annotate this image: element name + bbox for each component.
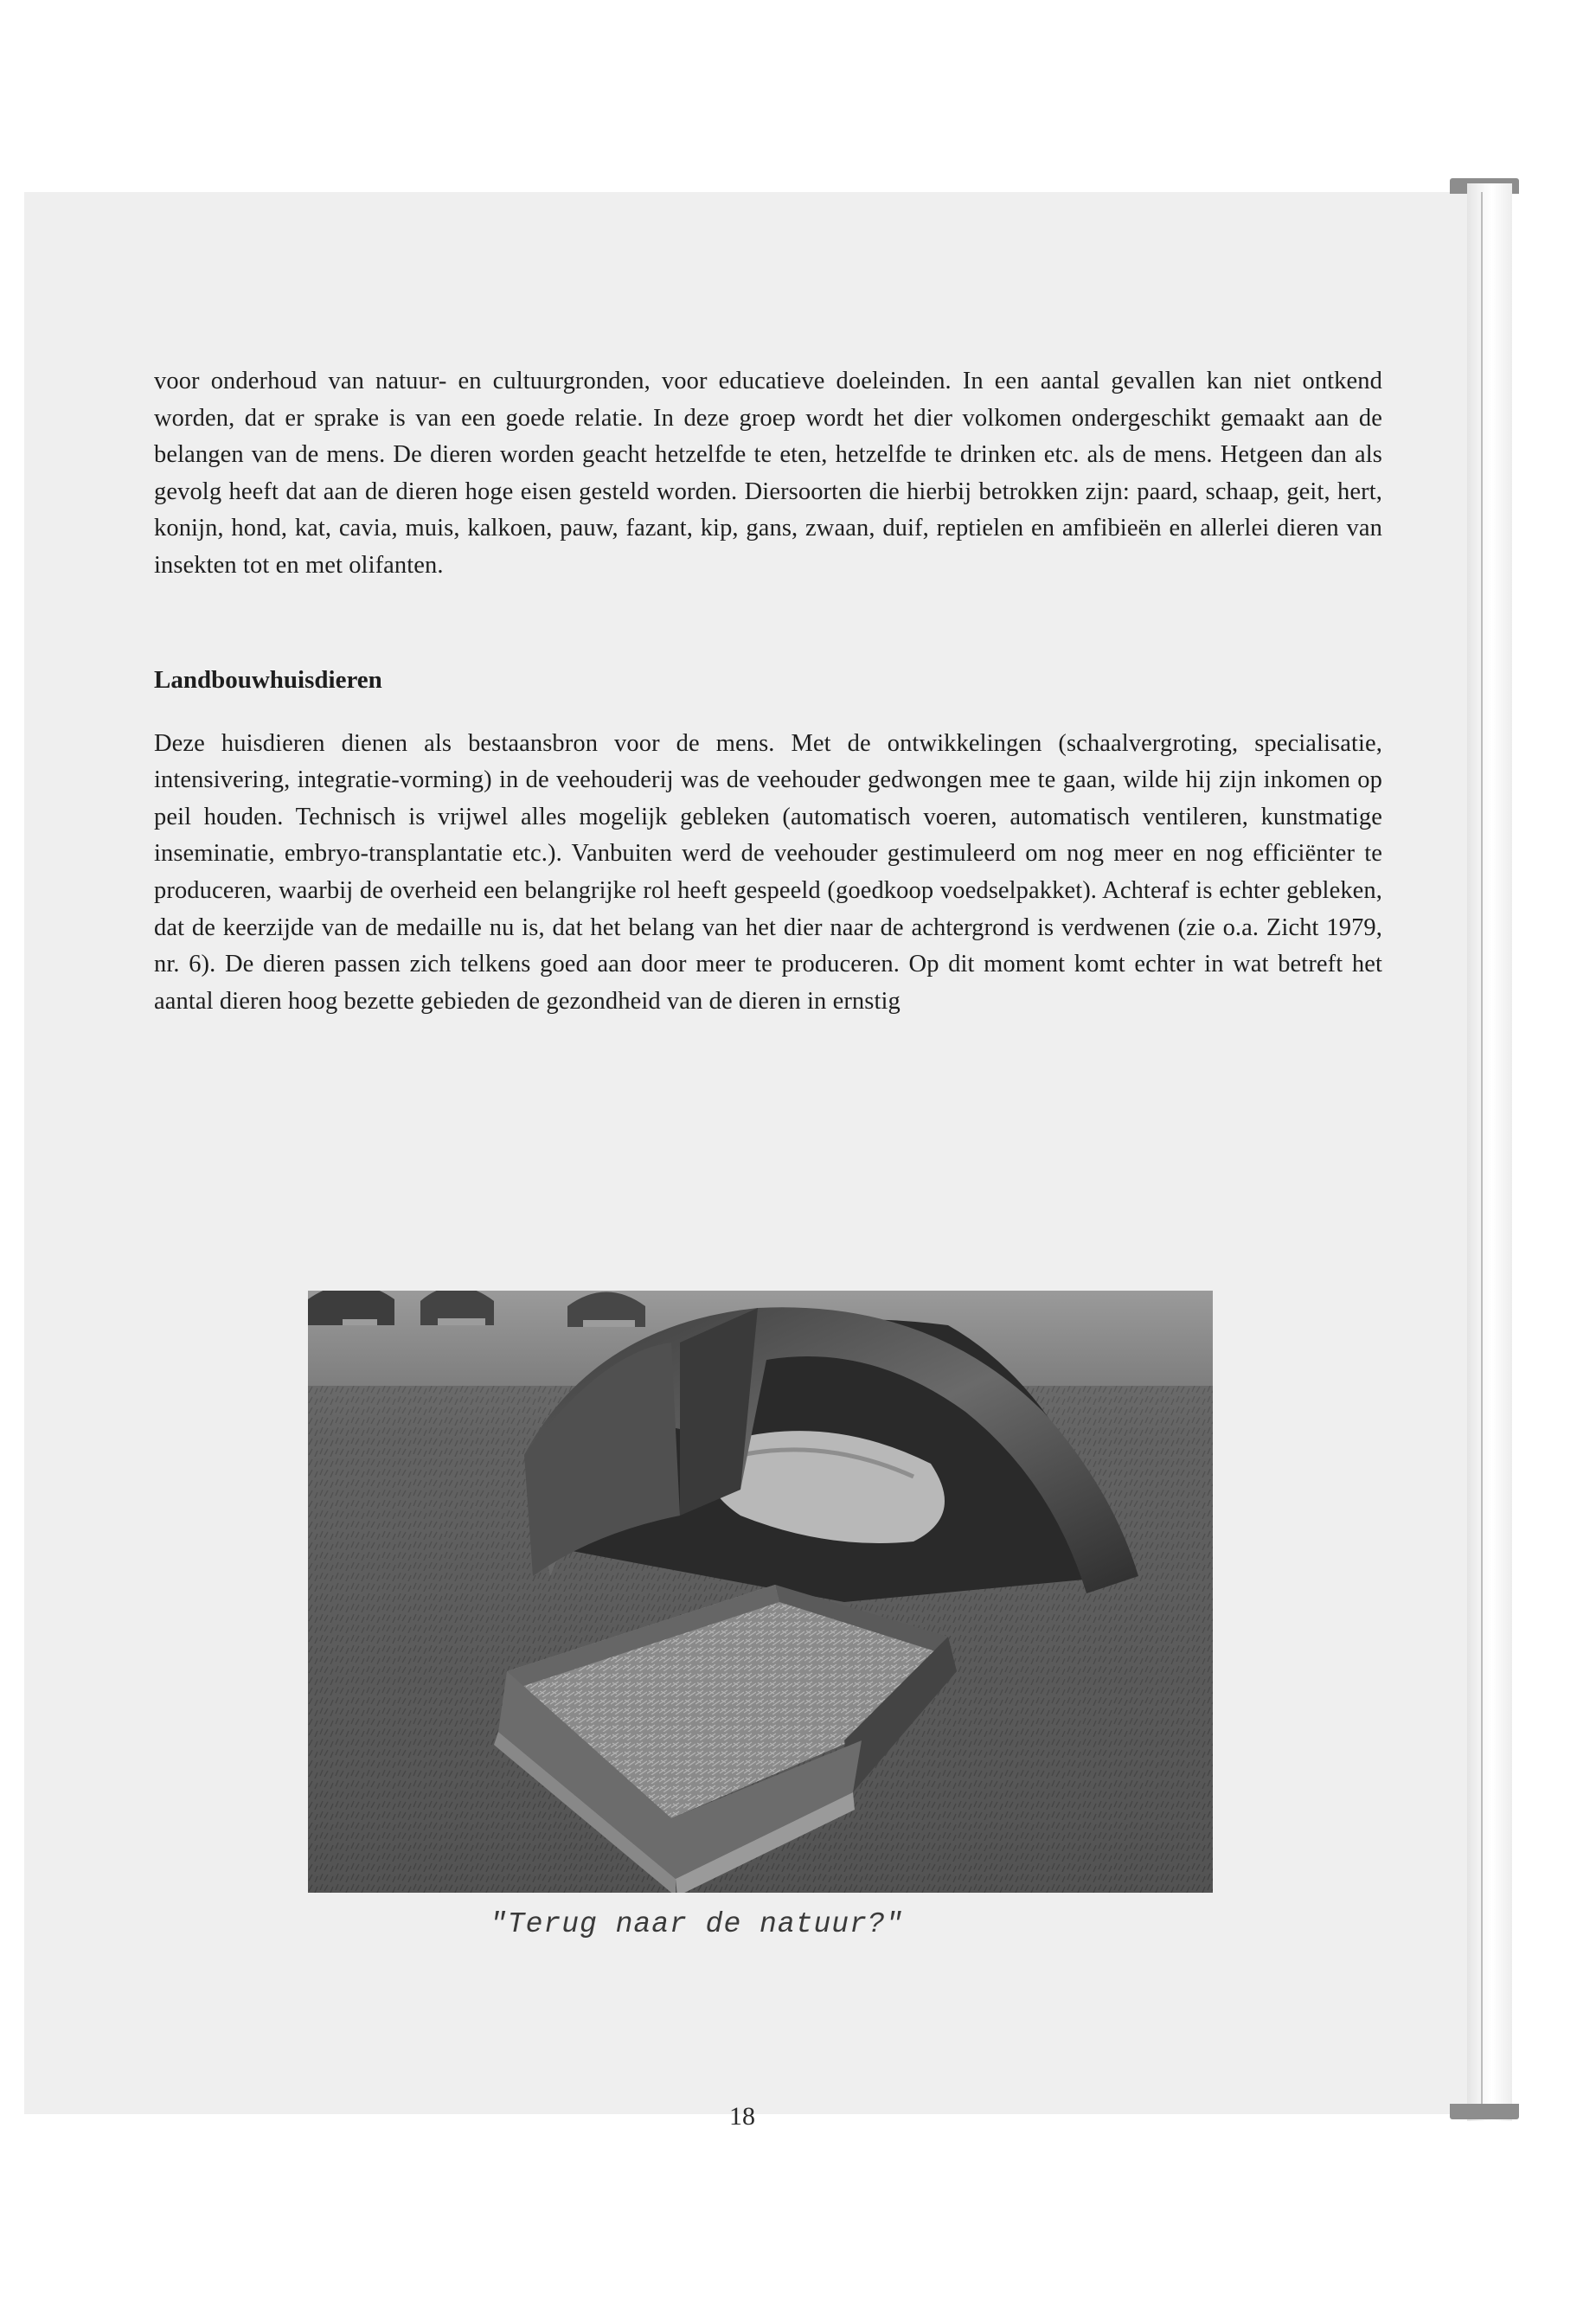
photo-pig-hut (308, 1291, 1213, 1893)
photo-caption: "Terug naar de natuur?" (490, 1908, 904, 1940)
book-binding (1467, 183, 1512, 2121)
page-number: 18 (729, 2102, 755, 2131)
section-heading: Landbouwhuisdieren (154, 665, 382, 694)
page-body (154, 363, 1382, 1020)
pig-hut-illustration (308, 1291, 1213, 1893)
paragraph-intro: voor onderhoud van natuur- en cultuurgronden, voor educatieve doeleinden. In een aantal gevallen kan niet ontkend worden, dat er sprake is van een goede relatie. In deze groep wordt het dier volkomen ondergeschikt gemaakt aan de belangen van de mens. De dieren worden geacht hetzelfde te eten, hetzelfde te drinken etc. als de mens. Hetgeen dan als gevolg heeft dat aan de dieren hoge eisen gesteld worden. Diersoorten die hierbij betrokken zijn: paard, schaap, geit, hert, konijn, hond, kat, cavia, muis, kalkoen, pauw, fazant, kip, gans, zwaan, duif, reptielen en amfibieën en allerlei dieren van insekten tot en met olifanten. (154, 368, 1382, 579)
paragraph-landbouwhuisdieren: Deze huisdieren dienen als bestaansbron voor de mens. Met de ontwikkelingen (schaalvergroting, specialisatie, intensivering, integratie-vorming) in de veehouderij was de veehouder gedwongen mee te gaan, wilde hij zijn inkomen op peil houden. Technisch is vrijwel alles mogelijk gebleken (automatisch voeren, automatisch ventileren, kunstmatige inseminatie, embryo-transplantatie etc.). Vanbuiten werd de veehouder gestimuleerd om nog meer en nog efficiënter te produceren, waarbij de overheid een belangrijke rol heeft gespeeld (goedkoop voedselpakket). Achteraf is echter gebleken, dat de keerzijde van de medaille nu is, dat het belang van het dier naar de achtergrond is verdwenen (zie o.a. Zicht 1979, nr. 6). De dieren passen zich telkens goed aan door meer te produceren. Op dit moment komt echter in wat betreft het aantal dieren hoog bezette gebieden de gezondheid van de dieren in ernstig (154, 729, 1382, 1015)
binding-tab-bottom (1450, 2104, 1519, 2119)
